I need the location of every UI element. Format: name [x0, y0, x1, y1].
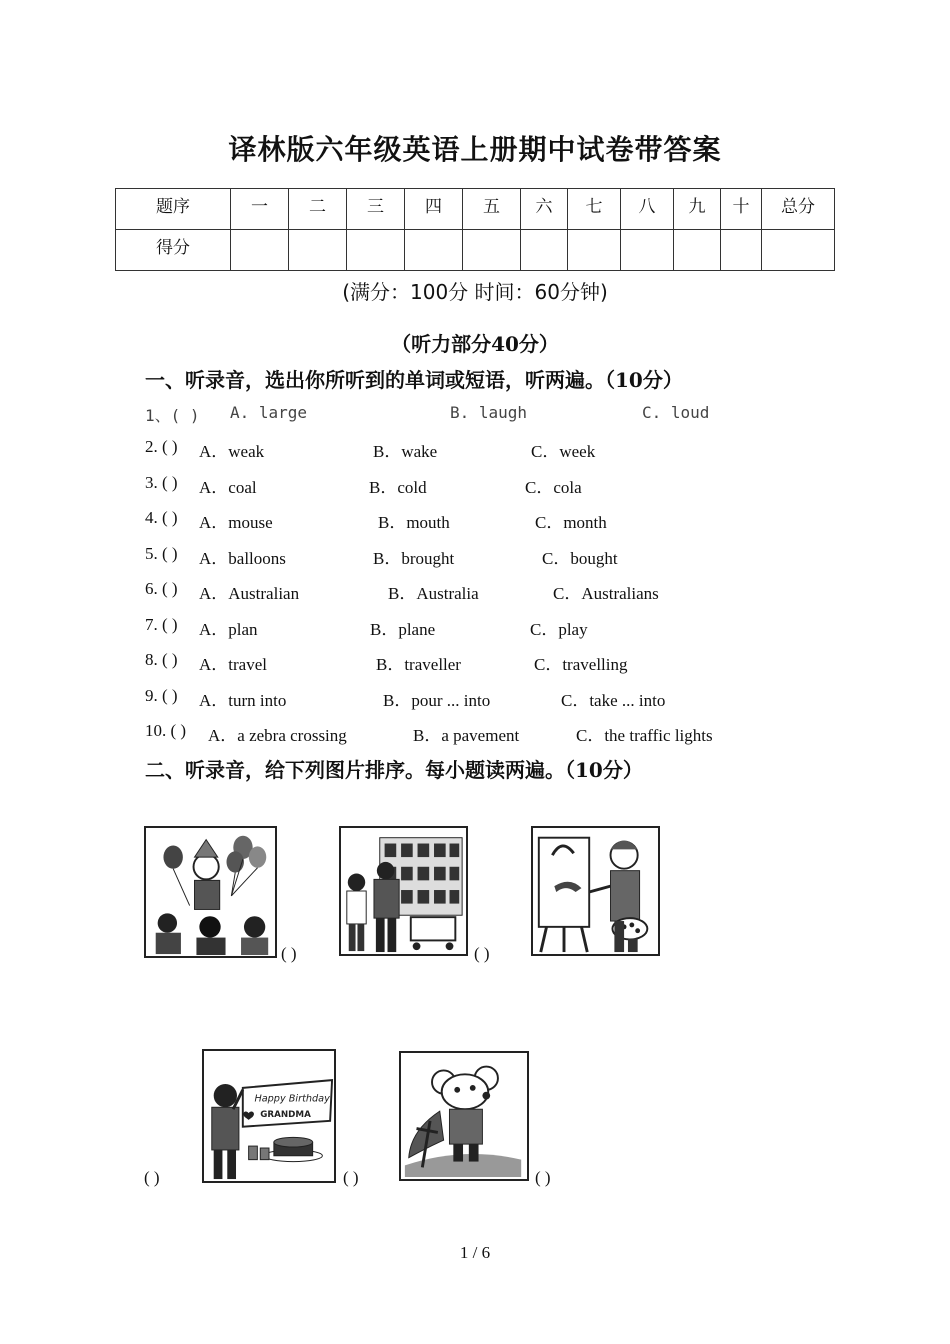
score-table-header-row [116, 189, 835, 230]
hero-mouse-icon [401, 1053, 527, 1179]
option-b: B．Australia [388, 584, 479, 603]
painter-icon [533, 828, 658, 954]
question-2[interactable] [145, 437, 596, 461]
answer-blank-5[interactable]: ( ) [535, 1168, 551, 1187]
option-b: B．wake [373, 442, 438, 461]
question-8[interactable] [145, 650, 628, 674]
section1-heading: 一、听录音，选出你所听到的单词或短语，听两遍。（10分） [145, 368, 683, 392]
question-number: 1、( ) [145, 406, 200, 425]
question-number: 5. ( ) [145, 544, 178, 563]
question-number: 10. ( ) [145, 721, 187, 740]
party-balloons-icon [146, 828, 275, 956]
banner-text-line1: Happy Birthday [254, 1093, 330, 1105]
score-table-row [116, 230, 835, 271]
section2-heading: 二、听录音，给下列图片排序。每小题读两遍。（10分） [145, 758, 643, 782]
score-input-cell[interactable] [521, 230, 568, 271]
score-input-cell[interactable] [347, 230, 405, 271]
option-a: A．a zebra crossing [208, 726, 347, 745]
option-b: B．mouth [378, 513, 450, 532]
question-number: 7. ( ) [145, 615, 178, 634]
answer-blank-1[interactable]: ( ) [281, 944, 297, 963]
picture-painter [531, 826, 660, 956]
option-c: C．month [535, 513, 607, 532]
score-input-cell[interactable] [463, 230, 521, 271]
option-b: B．a pavement [413, 726, 520, 745]
option-a: A．coal [199, 478, 257, 497]
answer-blank-3[interactable]: ( ) [144, 1168, 160, 1187]
shopping-icon [341, 828, 466, 954]
table-cell: 题序 [116, 189, 231, 230]
option-c: C．cola [525, 478, 582, 497]
question-number: 6. ( ) [145, 579, 178, 598]
question-3[interactable] [145, 473, 582, 497]
option-c: C．play [530, 620, 588, 639]
score-input-cell[interactable] [568, 230, 621, 271]
option-a: A．plan [199, 620, 258, 639]
option-a: A．Australian [199, 584, 300, 603]
option-a: A．travel [199, 655, 267, 674]
picture-party-balloons [144, 826, 277, 958]
picture-hero-mouse [399, 1051, 529, 1181]
table-cell: 二 [289, 189, 347, 230]
table-cell: 七 [568, 189, 621, 230]
question-number: 8. ( ) [145, 650, 178, 669]
option-a: A．balloons [199, 549, 286, 568]
question-1[interactable] [145, 403, 710, 426]
listening-heading: （听力部分40分） [391, 332, 559, 356]
option-b: B．traveller [376, 655, 461, 674]
score-input-cell[interactable] [289, 230, 347, 271]
question-number: 9. ( ) [145, 686, 178, 705]
question-number: 4. ( ) [145, 508, 178, 527]
birthday-icon [204, 1051, 334, 1181]
score-input-cell[interactable] [231, 230, 289, 271]
option-a: A．turn into [199, 691, 287, 710]
table-cell: 九 [674, 189, 721, 230]
option-a: A．weak [199, 442, 265, 461]
table-cell: 得分 [116, 230, 231, 271]
option-c: C．Australians [553, 584, 659, 603]
table-cell: 五 [463, 189, 521, 230]
option-a: A. large [230, 403, 308, 422]
option-b: B. laugh [450, 403, 528, 422]
option-b: B．plane [370, 620, 436, 639]
table-cell: 三 [347, 189, 405, 230]
option-c: C．week [531, 442, 596, 461]
score-input-cell[interactable] [721, 230, 762, 271]
question-7[interactable] [145, 615, 588, 639]
score-input-cell[interactable] [405, 230, 463, 271]
table-cell: 六 [521, 189, 568, 230]
answer-blank-4[interactable]: ( ) [343, 1168, 359, 1187]
option-c: C. loud [642, 403, 710, 422]
picture-birthday [202, 1049, 336, 1183]
exam-info: (满分：100分 时间：60分钟) [342, 280, 608, 304]
question-6[interactable] [145, 579, 659, 603]
table-cell: 一 [231, 189, 289, 230]
page-title: 译林版六年级英语上册期中试卷带答案 [228, 133, 722, 166]
table-cell: 四 [405, 189, 463, 230]
question-10[interactable] [145, 721, 713, 745]
question-number: 2. ( ) [145, 437, 178, 456]
page-number: 1 / 6 [459, 1243, 491, 1262]
option-b: B．pour ... into [383, 691, 491, 710]
option-c: C．bought [542, 549, 618, 568]
question-number: 3. ( ) [145, 473, 178, 492]
option-b: B．brought [373, 549, 455, 568]
option-c: C．take ... into [561, 691, 666, 710]
question-4[interactable] [145, 508, 607, 532]
option-c: C．travelling [534, 655, 628, 674]
score-input-cell[interactable] [621, 230, 674, 271]
question-5[interactable] [145, 544, 618, 568]
score-input-cell[interactable] [762, 230, 835, 271]
score-table [115, 188, 835, 271]
picture-shopping [339, 826, 468, 956]
table-cell: 十 [721, 189, 762, 230]
score-input-cell[interactable] [674, 230, 721, 271]
option-a: A．mouse [199, 513, 273, 532]
table-cell: 八 [621, 189, 674, 230]
answer-blank-2[interactable]: ( ) [474, 944, 490, 963]
question-9[interactable] [145, 686, 666, 710]
option-c: C．the traffic lights [576, 726, 713, 745]
table-cell: 总分 [762, 189, 835, 230]
banner-text-line2: GRANDMA [260, 1109, 311, 1120]
option-b: B．cold [369, 478, 427, 497]
